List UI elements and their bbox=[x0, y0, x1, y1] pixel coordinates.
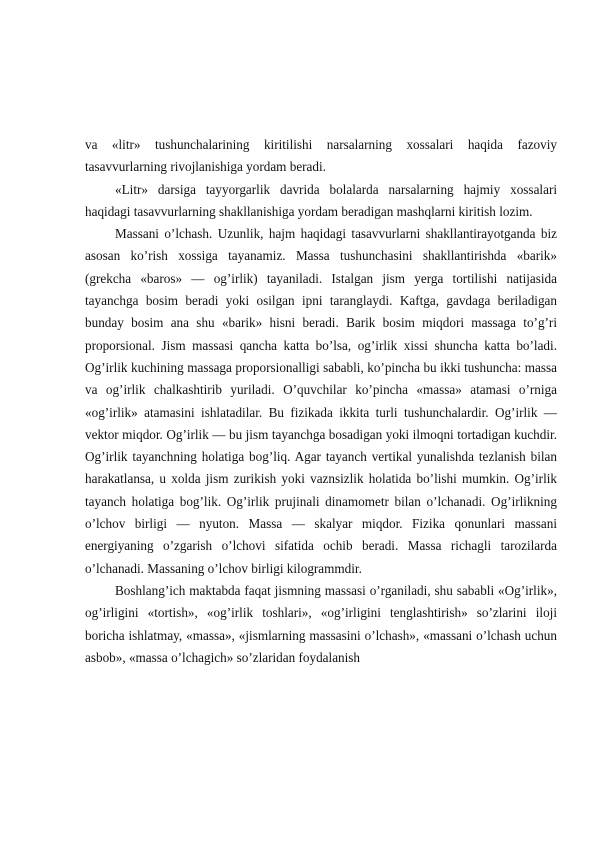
paragraph-continuation: va «litr» tushunchalarining kiritilishi narsalarning xossalari haqida fazoviy tasavvurlarning rivojlanishiga yordam beradi. bbox=[85, 137, 557, 175]
paragraph-litr-lesson: «Litr» darsiga tayyorgarlik davrida bolalarda narsalarning hajmiy xossalari haqidagi tasavvurlarning shakllanishiga yordam beradigan mashqlarni kiritish lozim. bbox=[85, 181, 557, 219]
body-text bbox=[85, 134, 557, 669]
paragraph-mass-measurement: Massani o’lchash. Uzunlik, hajm haqidagi tasavvurlarni shakllantirayotganda biz asosan ko’rish xossiga tayanamiz. Massa tushunchasini shakllantirishda «barik» (grekcha «baros» — og’irlik) tayaniladi. Istalgan jism yerga tortilishi natijasida tayanchga bosim beradi yoki osilgan ipni taranglaydi. Kaftga, gavdaga beriladigan bunday bosim ana shu «barik» hisni beradi. Barik bosim miqdori massaga to’g’ri proporsional. Jism massasi qancha katta bo’lsa, og’irlik xissi shuncha katta bo’ladi. Og’irlik kuchining massaga proporsionalligi sababli, ko’pincha bu ikki tushuncha: massa va og’irlik chalkashtirib yuriladi. O’quvchilar ko’pincha «massa» atamasi o’rniga «og’irlik» atamasini ishlatadilar. Bu fizikada ikkita turli tushunchalardir. Og’irlik — vektor miqdor. Og’irlik — bu jism tayanchga bosadigan yoki ilmoqni tortadigan kuchdir. Og’irlik tayanchning holatiga bog’liq. Agar tayanch vertikal yunalishda tezlanish bilan harakatlansa, u xolda jism zurikish yoki vaznsizlik holatida bo’lishi mumkin. Og’irlik tayanch holatiga bog’lik. Og’irlik prujinali dinamometr bilan o’lchanadi. Og’irlikning o’lchov birligi — nyuton. Massa — skalyar miqdor. Fizika qonunlari massani energiyaning o’zgarish o’lchovi sifatida ochib beradi. Massa richagli tarozilarda o’lchanadi. Massaning o’lchov birligi kilogrammdir. bbox=[85, 226, 557, 576]
paragraph-primary-school: Boshlang’ich maktabda faqat jismning massasi o’rganiladi, shu sababli «Og’irlik», og’irligini «tortish», «og’irlik toshlari», «og’irligini tenglashtirish» so’zlarini iloji boricha ishlatmay, «massa», «jismlarning massasini o’lchash», «massani o’lchash uchun asbob», «massa o’lchagich» so’zlaridan foydalanish bbox=[85, 582, 557, 665]
